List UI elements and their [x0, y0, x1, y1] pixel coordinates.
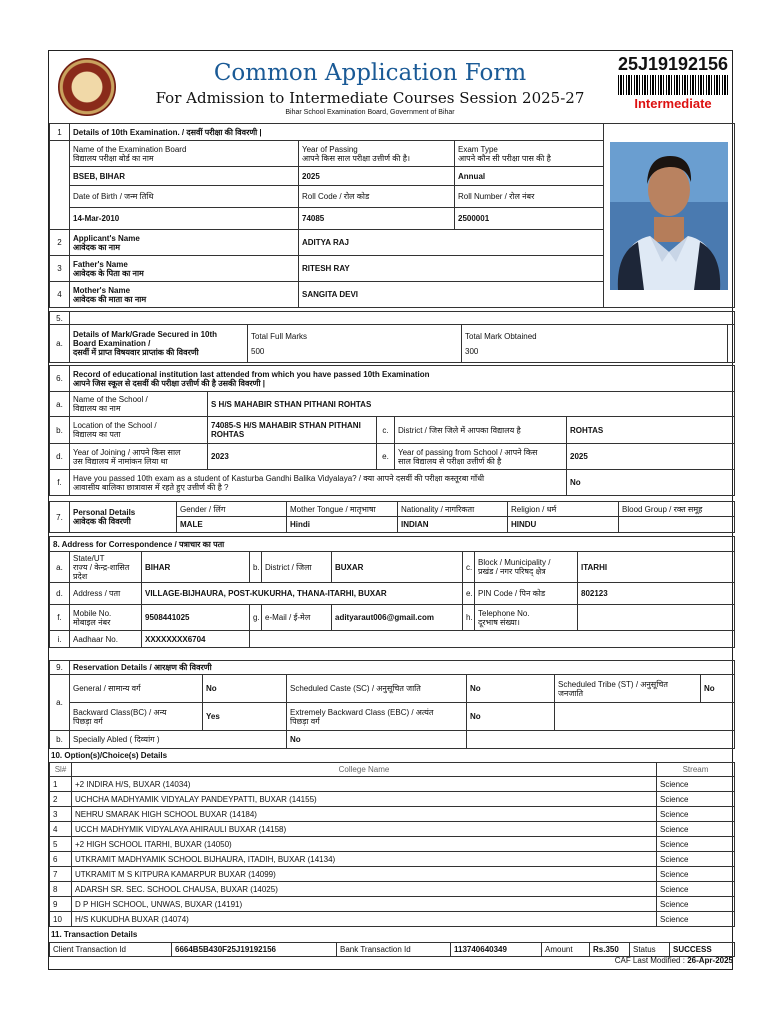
choice-sl: 1	[50, 777, 72, 792]
course-label: Intermediate	[634, 96, 712, 111]
mother-name-value: SANGITA DEVI	[299, 282, 604, 308]
sc-value: No	[467, 675, 555, 703]
choice-sl: 7	[50, 867, 72, 882]
choice-stream: Science	[657, 882, 735, 897]
mother-tongue-value: Hindi	[287, 517, 398, 533]
ebc-value: No	[467, 703, 555, 731]
year-passing-value: 2025	[299, 167, 455, 186]
address-value: VILLAGE-BIJHAURA, POST-KUKURHA, THANA-ITARHI, BUXAR	[142, 583, 463, 605]
total-full-marks-value: 500	[251, 346, 265, 356]
choice-college: +2 HIGH SCHOOL ITARHI, BUXAR (14050)	[72, 837, 657, 852]
total-obtained-value: 300	[465, 346, 479, 356]
applicant-photo	[610, 142, 728, 290]
page-title: Common Application Form	[213, 60, 527, 86]
section-10th-details: 1 Details of 10th Examination. / दसवीं परीक्षा की विवरणी | Name of the Examination Board विद्यालय परीक्षा बोर्ड का नाम Year of Passing आपने किस साल परीक्षा उत्तीर्ण की है। Exam Type आपने कौन सी परीक्षा पास की है BSEB, BIHAR 2025 Annual Date of Birth / जन्म तिथि Roll Code / रोल कोड Roll Number / रोल नंबर 14-Mar-2010 74085 2500001 2 Applicant's Name आवेदक का नाम ADITYA RAJ 3 Father's Name आवेदक के पिता का नाम RITESH RAY 4 Mother's Name आवेदक की माता का नाम SANGITA DEVI	[49, 123, 734, 308]
choice-college: UTKRAMIT M S KITPURA KAMARPUR BUXAR (14099)	[72, 867, 657, 882]
choice-row	[50, 822, 735, 837]
choice-row	[50, 867, 735, 882]
roll-number-value: 2500001	[455, 208, 604, 230]
choice-row	[50, 792, 735, 807]
mobile-value: 9508441025	[142, 605, 250, 631]
photo-cell	[604, 124, 735, 308]
choice-sl: 6	[50, 852, 72, 867]
section-school: 6. Record of educational institution last attended from which you have passed 10th Examination आपने जिस स्कूल से दसवीं की परीक्षा उत्तीर्ण की है उसकी विवरणी | a. Name of the School / विद्यालय का नाम S H/S MAHABIR STHAN PITHANI ROHTAS b. Location of the School / विद्यालय का पता 74085-S H/S MAHABIR STHAN PITHANI ROHTAS c. District / जिस जिले में आपका विद्यालय है ROHTAS d. Year of Joining / आपने किस साल उस विद्यालय में नामांकन लिया था 2023 e. Year of passing from School / आपने किस साल विद्यालय से परीक्षा उत्तीर्ण की है 2025 f. Have you passed 10th exam as a student of Kasturba Gandhi Balika Vidyalaya? / क्या आपने दसवीं की परीक्षा कस्तूरबा गाँधी आवासीय बालिका छात्रावास में रहते हुए उत्तीर्ण की है ? No	[49, 365, 734, 496]
choice-college: UTKRAMIT MADHYAMIK SCHOOL BIJHAURA, ITADIH, BUXAR (14134)	[72, 852, 657, 867]
choice-stream: Science	[657, 792, 735, 807]
state-value: BIHAR	[142, 552, 250, 583]
choice-sl: 10	[50, 912, 72, 927]
year-passing-school-value: 2025	[567, 444, 735, 470]
bank-transaction-id: 113740640349	[451, 943, 542, 957]
district-value: BUXAR	[332, 552, 463, 583]
board-value: BSEB, BIHAR	[70, 167, 299, 186]
section-personal: 7. Personal Details आवेदक की विवरणी Gender / लिंग Mother Tongue / मातृभाषा Nationality / नागरिकता Religion / धर्म Blood Group / रक्त समूह MALE Hindi INDIAN HINDU	[49, 501, 734, 533]
section-1-title: Details of 10th Examination. / दसवीं परीक्षा की विवरणी |	[70, 124, 604, 141]
nationality-value: INDIAN	[398, 517, 508, 533]
telephone-value	[578, 605, 735, 631]
choice-college: D P HIGH SCHOOL, UNWAS, BUXAR (14191)	[72, 897, 657, 912]
email-value: adityaraut006@gmail.com	[332, 605, 463, 631]
general-value: No	[203, 675, 287, 703]
choice-sl: 2	[50, 792, 72, 807]
choice-stream: Science	[657, 822, 735, 837]
choice-stream: Science	[657, 852, 735, 867]
choice-row	[50, 897, 735, 912]
choice-row	[50, 807, 735, 822]
section-transaction: 11. Transaction Details Client Transaction Id 6664B5B430F25J19192156 Bank Transaction Id 113740640349 Amount Rs.350 Status SUCCESS	[49, 928, 734, 957]
choice-sl: 4	[50, 822, 72, 837]
choice-stream: Science	[657, 837, 735, 852]
choice-college: UCHCHA MADHYAMIK VIDYALAY PANDEYPATTI, BUXAR (14155)	[72, 792, 657, 807]
choice-stream: Science	[657, 777, 735, 792]
pwd-value: No	[287, 731, 467, 749]
bc-value: Yes	[203, 703, 287, 731]
choice-row	[50, 912, 735, 927]
school-district-value: ROHTAS	[567, 417, 735, 444]
application-form	[48, 50, 733, 970]
choice-college: UCCH MADHYMIK VIDYALAYA AHIRAULI BUXAR (14158)	[72, 822, 657, 837]
roll-code-value: 74085	[299, 208, 455, 230]
block-value: ITARHI	[578, 552, 735, 583]
dob-value: 14-Mar-2010	[70, 208, 299, 230]
year-joining-value: 2023	[208, 444, 377, 470]
page-subtitle: For Admission to Intermediate Courses Session 2025-27	[155, 89, 585, 107]
choice-row	[50, 882, 735, 897]
section-marks: 5. a. Details of Mark/Grade Secured in 10th Board Examination / दसवीं में प्राप्त विषयवार प्राप्तांक की विवरणी Total Full Marks 500 Total Mark Obtained 300	[49, 311, 734, 363]
choice-college: NEHRU SMARAK HIGH SCHOOL BUXAR (14184)	[72, 807, 657, 822]
section-reservation: 9. Reservation Details / आरक्षण की विवरणी a. General / सामान्य वर्ग No Scheduled Caste (SC) / अनुसूचित जाति No Scheduled Tribe (ST) / अनुसूचित जनजाति No Backward Class(BC) / अन्य पिछड़ा वर्ग Yes Extremely Backward Class (EBC) / अत्यंत पिछड़ा वर्ग No b. Specially Abled ( दिव्यांग ) No	[49, 660, 734, 749]
caf-last-modified: CAF Last Modified : 26-Apr-2025	[614, 956, 733, 965]
choice-sl: 9	[50, 897, 72, 912]
client-transaction-id: 6664B5B430F25J19192156	[172, 943, 337, 957]
status-value: SUCCESS	[670, 943, 735, 957]
choice-college: H/S KUKUDHA BUXAR (14074)	[72, 912, 657, 927]
choice-sl: 5	[50, 837, 72, 852]
choice-stream: Science	[657, 897, 735, 912]
religion-value: HINDU	[508, 517, 619, 533]
exam-type-value: Annual	[455, 167, 604, 186]
choice-row	[50, 777, 735, 792]
choice-stream: Science	[657, 867, 735, 882]
gender-value: MALE	[177, 517, 287, 533]
board-name: Bihar School Examination Board, Government of Bihar	[285, 109, 455, 116]
pin-value: 802123	[578, 583, 735, 605]
choice-stream: Science	[657, 912, 735, 927]
form-number: 25J19192156	[617, 54, 729, 74]
choice-row	[50, 837, 735, 852]
section-address: 8. Address for Correspondence / पत्राचार का पता a. State/UT राज्य / केन्द्र-शासित प्रदेश BIHAR b. District / जिला BUXAR c. Block / Municipality / प्रखंड / नगर परिषद् क्षेत्र ITARHI d. Address / पता VILLAGE-BIJHAURA, POST-KUKURHA, THANA-ITARHI, BUXAR e. PIN Code / पिन कोड 802123 f. Mobile No. मोबाइल नंबर 9508441025 g. e-Mail / ई-मेल adityaraut006@gmail.com h. Telephone No. दूरभाष संख्या। i. Aadhaar No. XXXXXXXX6704	[49, 536, 734, 648]
applicant-name-value: ADITYA RAJ	[299, 230, 604, 256]
school-name-value: S H/S MAHABIR STHAN PITHANI ROHTAS	[208, 392, 735, 417]
amount-value: Rs.350	[590, 943, 630, 957]
choice-sl: 8	[50, 882, 72, 897]
choice-row	[50, 852, 735, 867]
choice-college: ADARSH SR. SEC. SCHOOL CHAUSA, BUXAR (14025)	[72, 882, 657, 897]
kgbv-value: No	[567, 470, 735, 496]
father-name-value: RITESH RAY	[299, 256, 604, 282]
aadhaar-value: XXXXXXXX6704	[142, 631, 250, 648]
section-choices: 10. Option(s)/Choice(s) Details Sl# College Name Stream 1 +2 INDIRA H/S, BUXAR (14034) Science 2 UCHCHA MADHYAMIK VIDYALAY PANDEYPATTI, BUXAR (14155) Science 3 NEHRU SMARAK HIGH SCHOOL BUXAR (14184) Science 4 UCCH MADHYMIK VIDYALAYA AHIRAULI BUXAR (14158) Science 5 +2 HIGH SCHOOL ITARHI, BUXAR (14050) Science 6 UTKRAMIT MADHYAMIK SCHOOL BIJHAURA, ITADIH, BUXAR (14134) Science 7 UTKRAMIT M S KITPURA KAMARPUR BUXAR (14099) Science 8 ADARSH SR. SEC. SCHOOL CHAUSA, BUXAR (14025) Science 9 D P HIGH SCHOOL, UNWAS, BUXAR (14191) Science 10 H/S KUKUDHA BUXAR (14074) Science	[49, 749, 734, 927]
choice-stream: Science	[657, 807, 735, 822]
blood-group-value	[619, 517, 735, 533]
st-value: No	[701, 675, 735, 703]
choice-college: +2 INDIRA H/S, BUXAR (14034)	[72, 777, 657, 792]
choice-sl: 3	[50, 807, 72, 822]
